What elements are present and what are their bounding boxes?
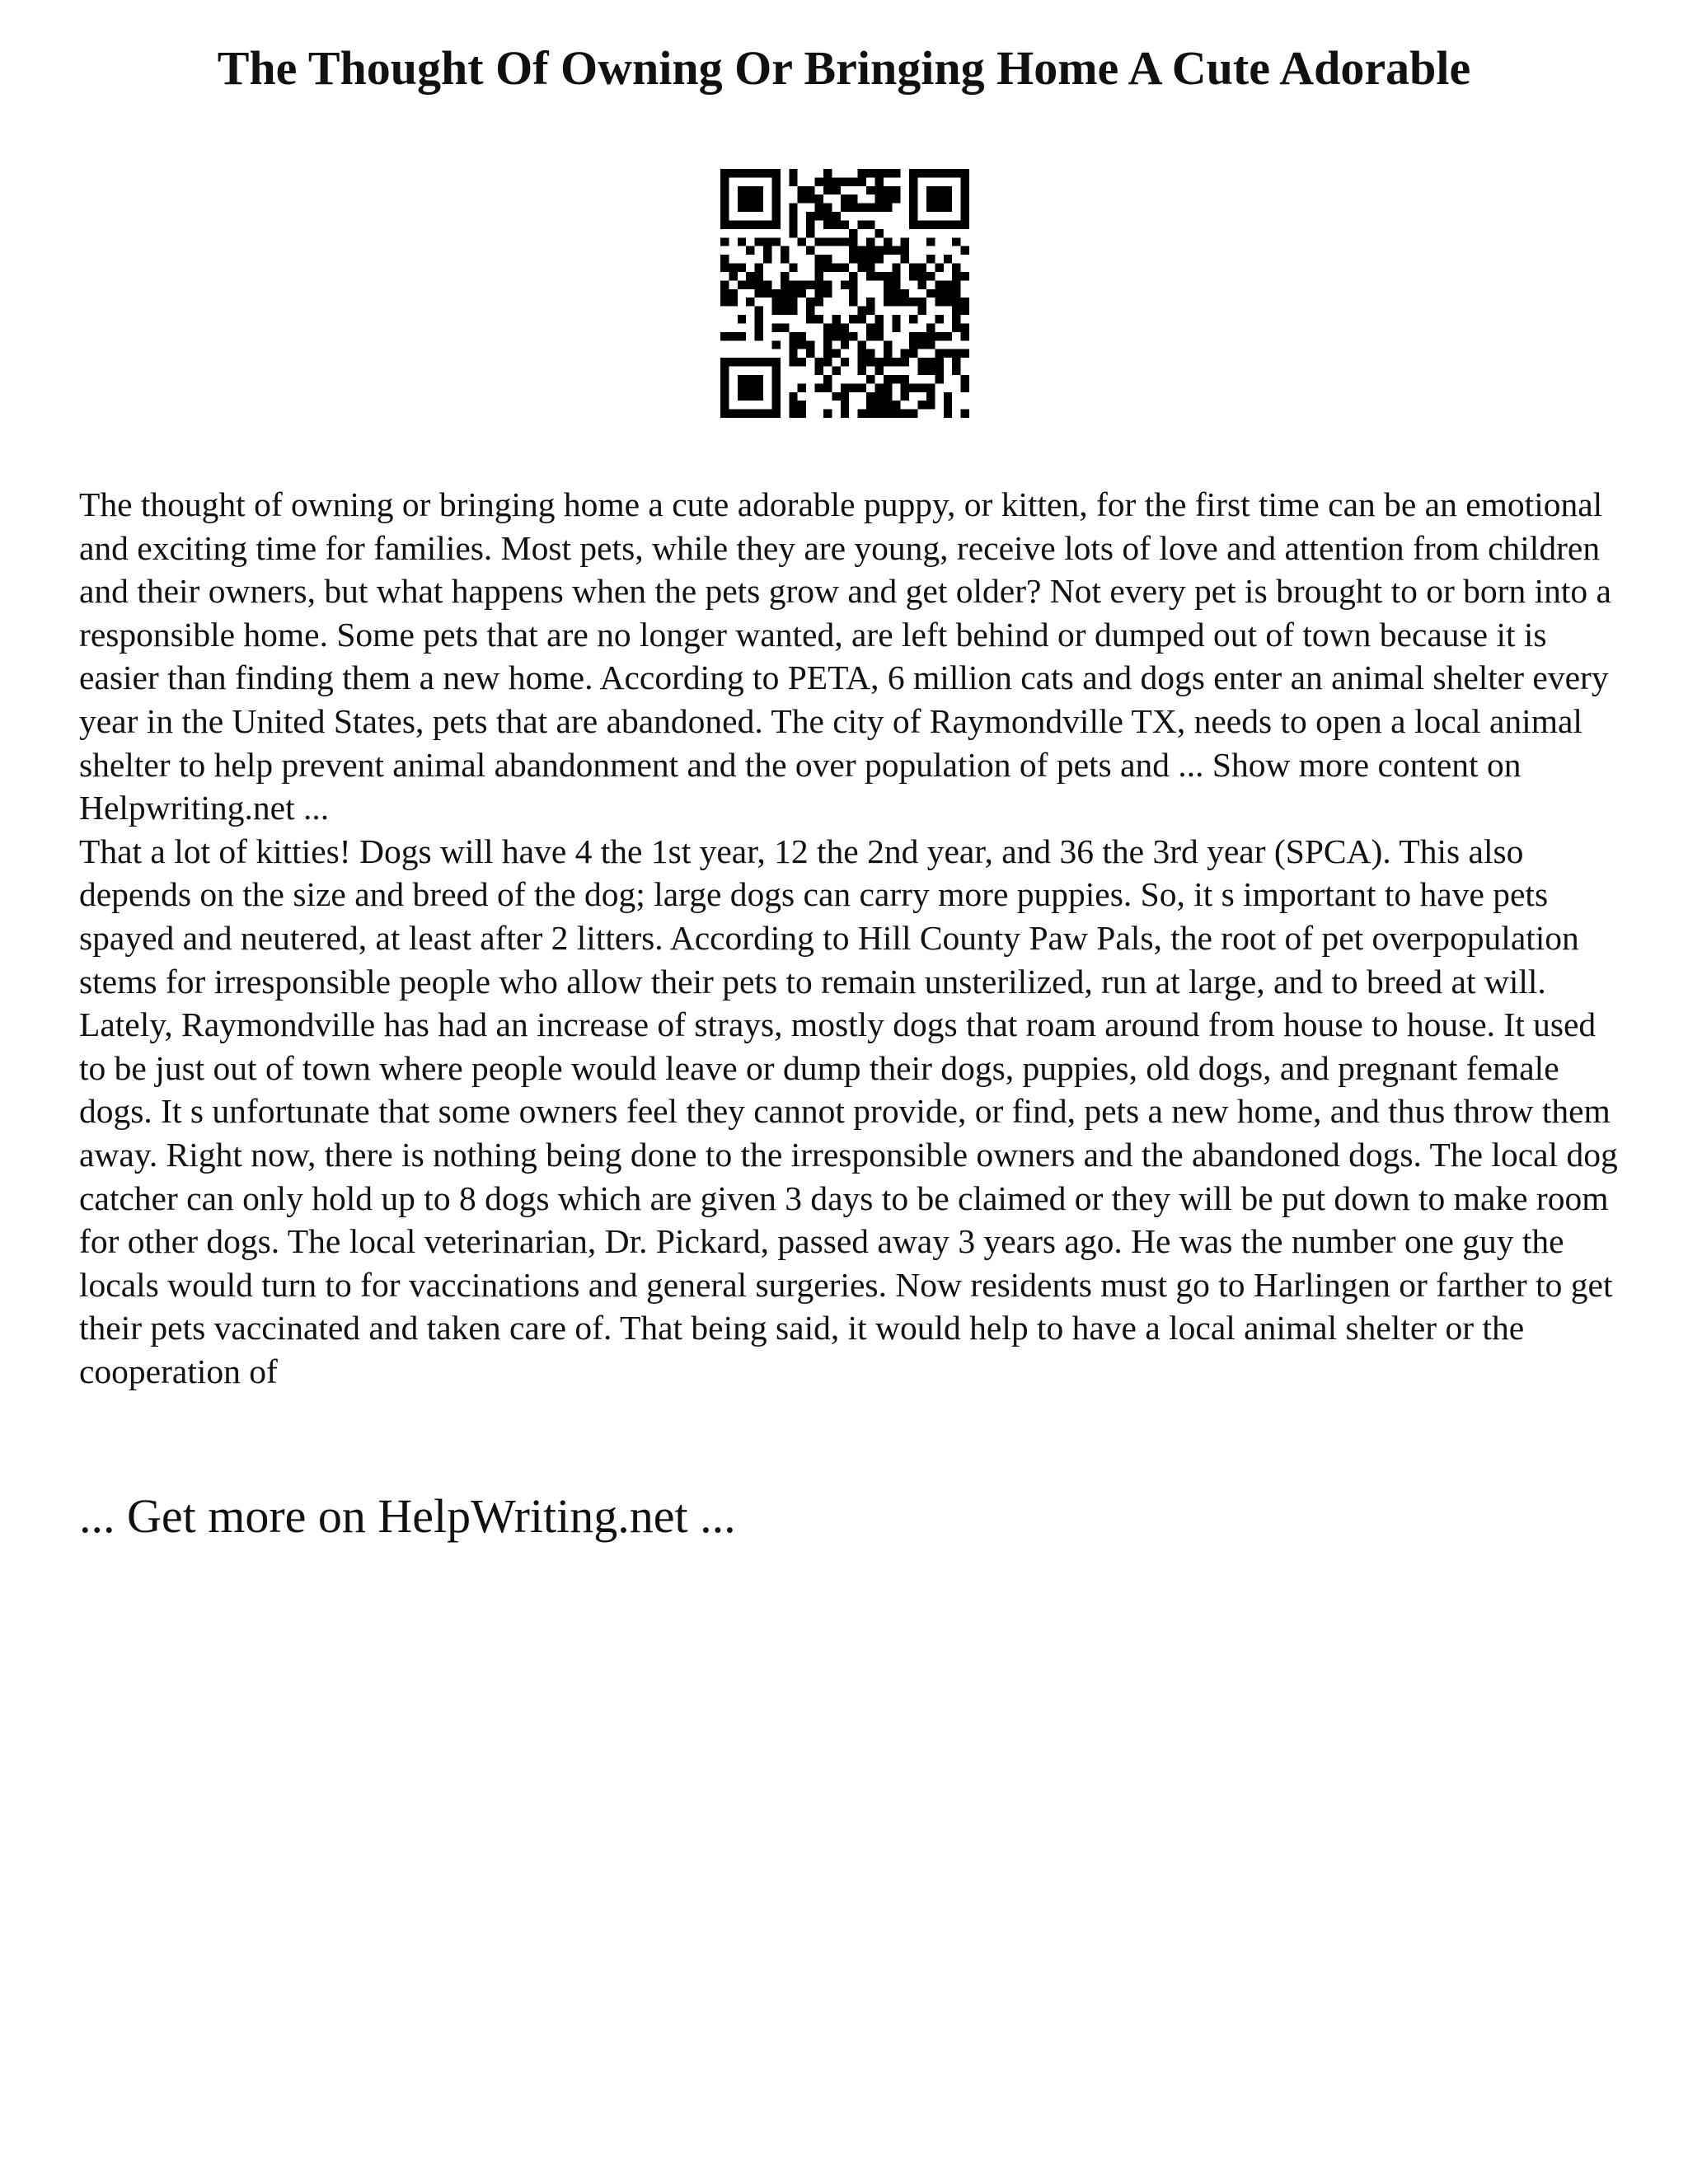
qr-code-icon bbox=[720, 169, 969, 418]
paragraph: The thought of owning or bringing home a cute adorable puppy, or kitten, for the first time can be an emotional and exciting time for families. Most pets, while they are young, receive lots of love and attention from children and their owners, but what happens when the pets grow and get older? Not every pet is brought to or born into a responsible home. Some pets that are no longer wanted, are left behind or dumped out of town because it is easier than finding them a new home. According to PETA, 6 million cats and dogs enter an animal shelter every year in the United States, pets that are abandoned. The city of Raymondville TX, needs to open a local animal shelter to help prevent animal abandonment and the over population of pets and ... Show more content on Helpwriting.net ... bbox=[79, 485, 1611, 827]
paragraph: That a lot of kitties! Dogs will have 4 the 1st year, 12 the 2nd year, and 36 the 3rd year (SPCA). This also depends on the size and breed of the dog; large dogs can carry more puppies. So, it s important to have pets spayed and neutered, at least after 2 litters. According to Hill County Paw Pals, the root of pet overpopulation stems for irresponsible people who allow their pets to remain unsterilized, run at large, and to breed at will. Lately, Raymondville has had an increase of strays, mostly dogs that roam around from house to house. It used to be just out of town where people would leave or dump their dogs, puppies, old dogs, and pregnant female dogs. It s unfortunate that some owners feel they cannot provide, or find, pets a new home, and thus throw them away. Right now, there is nothing being done to the irresponsible owners and the abandoned dogs. The local dog catcher can only hold up to 8 dogs which are given 3 days to be claimed or they will be put down to make room for other dogs. The local veterinarian, Dr. Pickard, passed away 3 years ago. He was the number one guy the locals would turn to for vaccinations and general surgeries. Now residents must go to Harlingen or farther to get their pets vaccinated and taken care of. That being said, it would help to have a local animal shelter or the cooperation of bbox=[79, 832, 1618, 1390]
get-more-link[interactable]: ... Get more on HelpWriting.net ... bbox=[79, 1489, 736, 1543]
article-body bbox=[79, 483, 1620, 1393]
page-title: The Thought Of Owning Or Bringing Home A Cute Adorable bbox=[217, 41, 1471, 95]
